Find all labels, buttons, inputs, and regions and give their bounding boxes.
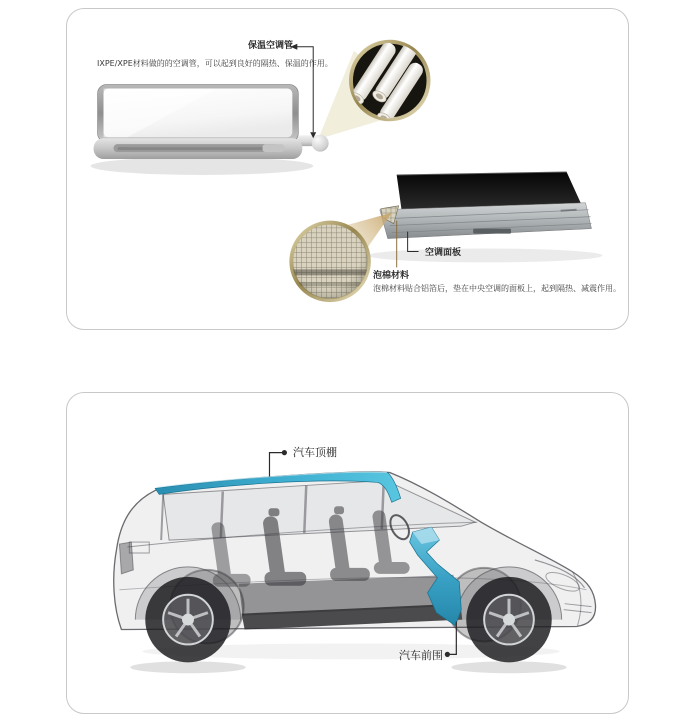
foam-title: 泡棉材料 xyxy=(373,271,410,281)
wall-ac-unit xyxy=(94,85,329,160)
pipe-description: IXPE/XPE材料做的的空调管，可以起到良好的隔热、保温的作用。 xyxy=(97,59,333,68)
roof-callout-label: 汽车顶棚 xyxy=(293,446,337,459)
car-illustration xyxy=(67,393,628,713)
panel-callout-label: 空调面板 xyxy=(425,248,462,258)
pipe-callout-label: 保温空调管 xyxy=(248,41,294,51)
wall-ac-shadow xyxy=(91,157,314,175)
foam-mesh-inset xyxy=(290,223,370,301)
ceiling-ac-unit xyxy=(380,172,592,239)
ceiling-ac-shadow xyxy=(368,249,603,263)
ac-illustration xyxy=(67,9,628,329)
product-panel-car xyxy=(66,392,629,714)
front-callout-label: 汽车前围 xyxy=(399,649,443,662)
product-panel-ac xyxy=(66,8,629,330)
foam-description: 泡棉材料贴合铝箔后，垫在中央空调的面板上，起到隔热、减震作用。 xyxy=(373,284,621,293)
